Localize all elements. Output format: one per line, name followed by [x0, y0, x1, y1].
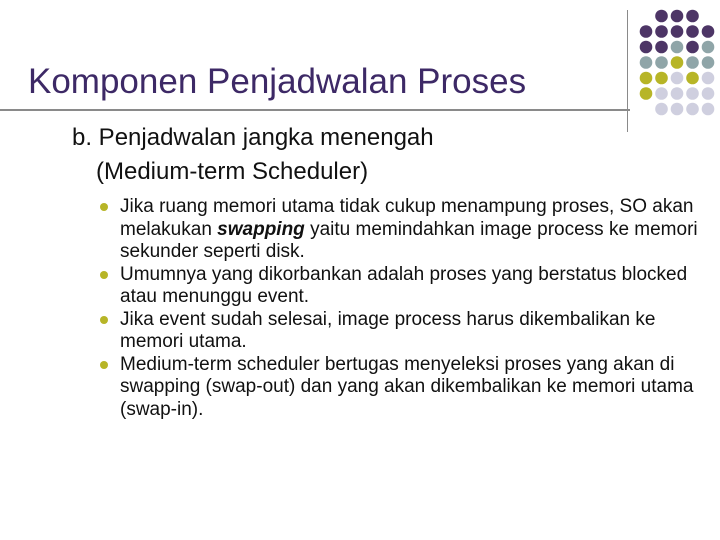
decorative-dot: [686, 72, 699, 85]
decorative-dot: [671, 56, 684, 69]
vertical-divider: [627, 10, 628, 132]
decorative-dot: [655, 41, 668, 54]
decorative-dot: [686, 25, 699, 38]
decorative-dot: [671, 103, 684, 116]
decorative-dot: [702, 25, 715, 38]
decorative-dot: [686, 87, 699, 100]
decorative-dot: [655, 103, 668, 116]
decorative-dot: [702, 72, 715, 85]
bullet-text: [120, 196, 700, 264]
decorative-dot: [640, 41, 653, 54]
decorative-dot: [640, 25, 653, 38]
decorative-dot: [655, 87, 668, 100]
decorative-dot: [686, 10, 699, 23]
decorative-dot: [671, 72, 684, 85]
decorative-dot: [640, 72, 653, 85]
bullet-dot-icon: [100, 361, 108, 369]
decorative-dot: [686, 103, 699, 116]
title-underline: [0, 109, 630, 111]
bullet-dot-icon: [100, 316, 108, 324]
decorative-dot: [671, 10, 684, 23]
emphasis-swapping: swapping: [217, 218, 305, 240]
bullet-text: Medium-term scheduler bertugas menyeleksi proses yang akan di swapping (swap-out) dan yang akan dikembalikan ke memori utama (swap-in).: [120, 353, 694, 420]
decorative-dot: [671, 41, 684, 54]
bullet-text: Umumnya yang dikorbankan adalah proses yang berstatus blocked atau menunggu event.: [120, 263, 688, 307]
bullet-item: [100, 264, 700, 309]
slide-title: Komponen Penjadwalan Proses: [28, 62, 527, 101]
decorative-dot: [686, 56, 699, 69]
decorative-dot: [702, 103, 715, 116]
bullet-text-part: yaitu memindahkan image process ke memori sekunder seperti disk.: [120, 218, 698, 262]
decorative-dot: [655, 56, 668, 69]
bullet-list: [100, 196, 700, 421]
bullet-text: Jika event sudah selesai, image process harus dikembalikan ke memori utama.: [120, 308, 656, 352]
bullet-item: [100, 196, 700, 264]
decorative-dot: [655, 10, 668, 23]
bullet-text-part: Jika ruang memori utama tidak cukup menampung proses, SO akan melakukan: [120, 196, 694, 240]
decorative-dot: [655, 72, 668, 85]
decorative-dot: [671, 87, 684, 100]
subtitle-line-2: (Medium-term Scheduler): [96, 158, 369, 185]
bullet-dot-icon: [100, 271, 108, 279]
decorative-dot: [640, 87, 653, 100]
subtitle-line-1: b. Penjadwalan jangka menengah: [72, 124, 434, 151]
decorative-dot: [640, 56, 653, 69]
decorative-dot: [671, 25, 684, 38]
decorative-dot: [702, 87, 715, 100]
decorative-dot: [702, 41, 715, 54]
decorative-dot: [702, 56, 715, 69]
bullet-item: [100, 354, 700, 422]
decorative-dot: [686, 41, 699, 54]
bullet-dot-icon: [100, 203, 108, 211]
decorative-dot: [655, 25, 668, 38]
bullet-item: [100, 309, 700, 354]
subtitle: [72, 121, 434, 189]
